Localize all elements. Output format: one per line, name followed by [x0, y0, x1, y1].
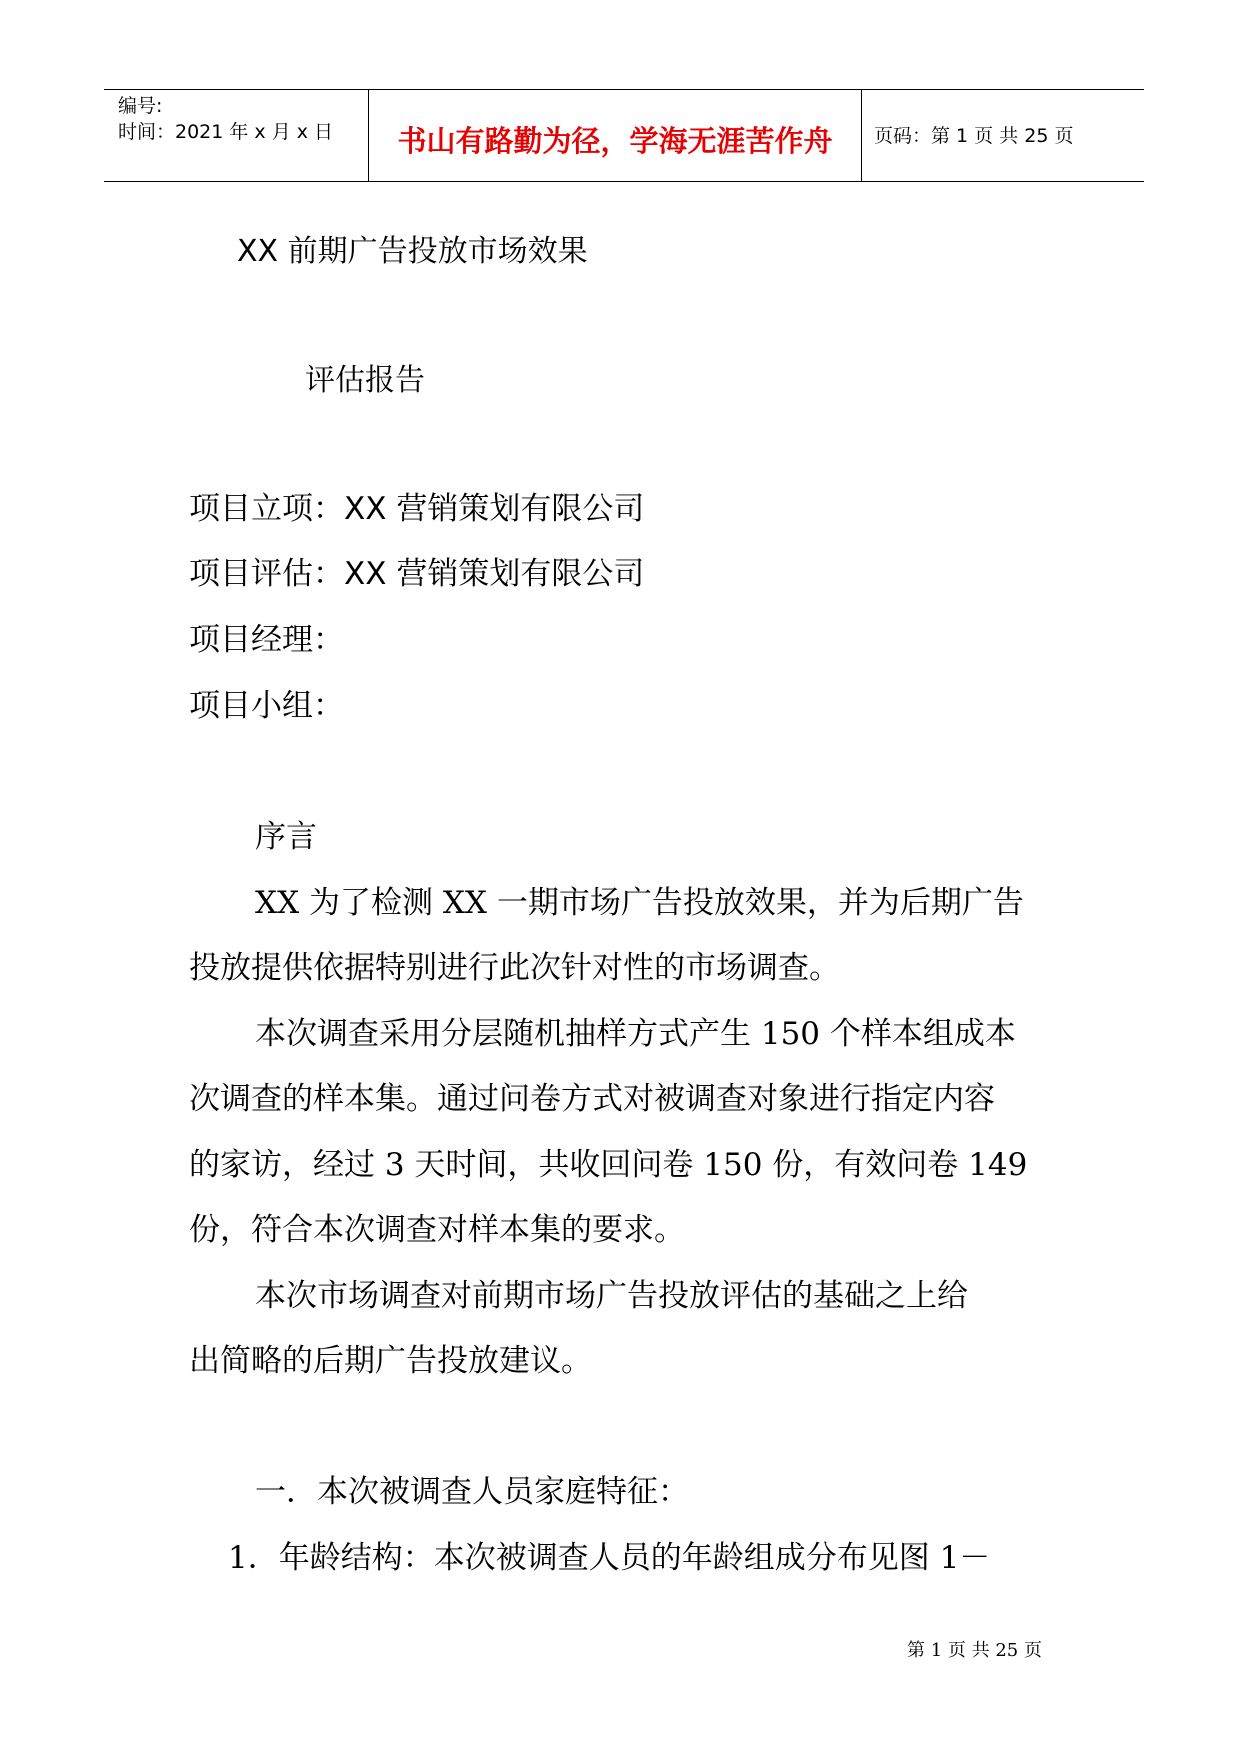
- preface-paragraph-1-line-1: XX 为了检测 XX 一期市场广告投放效果，并为后期广告: [255, 885, 1024, 921]
- preface-heading: 序言: [255, 819, 317, 855]
- time-label: 时间：2021 年 x 月 x 日: [118, 121, 334, 143]
- project-initiation: 项目立项：XX 营销策划有限公司: [189, 491, 645, 527]
- project-team: 项目小组：: [189, 688, 344, 724]
- header-motto: 书山有路勤为径，学海无涯苦作舟: [397, 124, 833, 158]
- preface-paragraph-2-line-4: 份，符合本次调查对样本集的要求。: [189, 1212, 685, 1248]
- project-manager: 项目经理：: [189, 622, 344, 658]
- section-1-item-1: 1．年龄结构：本次被调查人员的年龄组成分布见图 1－: [228, 1540, 991, 1576]
- header-motto-cell: [368, 90, 862, 181]
- preface-paragraph-1-line-2: 投放提供依据特别进行此次针对性的市场调查。: [189, 950, 840, 986]
- page-code-label: 页码：第 1 页 共 25 页: [874, 125, 1074, 147]
- header-left-cell: [104, 90, 368, 181]
- page-footer: 第 1 页 共 25 页: [907, 1640, 1042, 1661]
- preface-paragraph-3-line-2: 出简略的后期广告投放建议。: [189, 1343, 592, 1379]
- report-title-line1: XX 前期广告投放市场效果: [237, 234, 588, 269]
- document-header: [104, 89, 1144, 182]
- serial-number-label: 编号:: [118, 95, 163, 117]
- header-right-cell: [862, 90, 1144, 181]
- preface-paragraph-2-line-1: 本次调查采用分层随机抽样方式产生 150 个样本组成本: [255, 1016, 1016, 1052]
- section-1-heading: 一．本次被调查人员家庭特征：: [255, 1474, 689, 1510]
- preface-paragraph-2-line-3: 的家访，经过 3 天时间，共收回问卷 150 份，有效问卷 149: [189, 1147, 1028, 1183]
- preface-paragraph-2-line-2: 次调查的样本集。通过问卷方式对被调查对象进行指定内容: [189, 1081, 995, 1117]
- preface-paragraph-3-line-1: 本次市场调查对前期市场广告投放评估的基础之上给: [255, 1278, 968, 1314]
- report-title-line2: 评估报告: [305, 363, 425, 398]
- project-evaluation: 项目评估：XX 营销策划有限公司: [189, 556, 645, 592]
